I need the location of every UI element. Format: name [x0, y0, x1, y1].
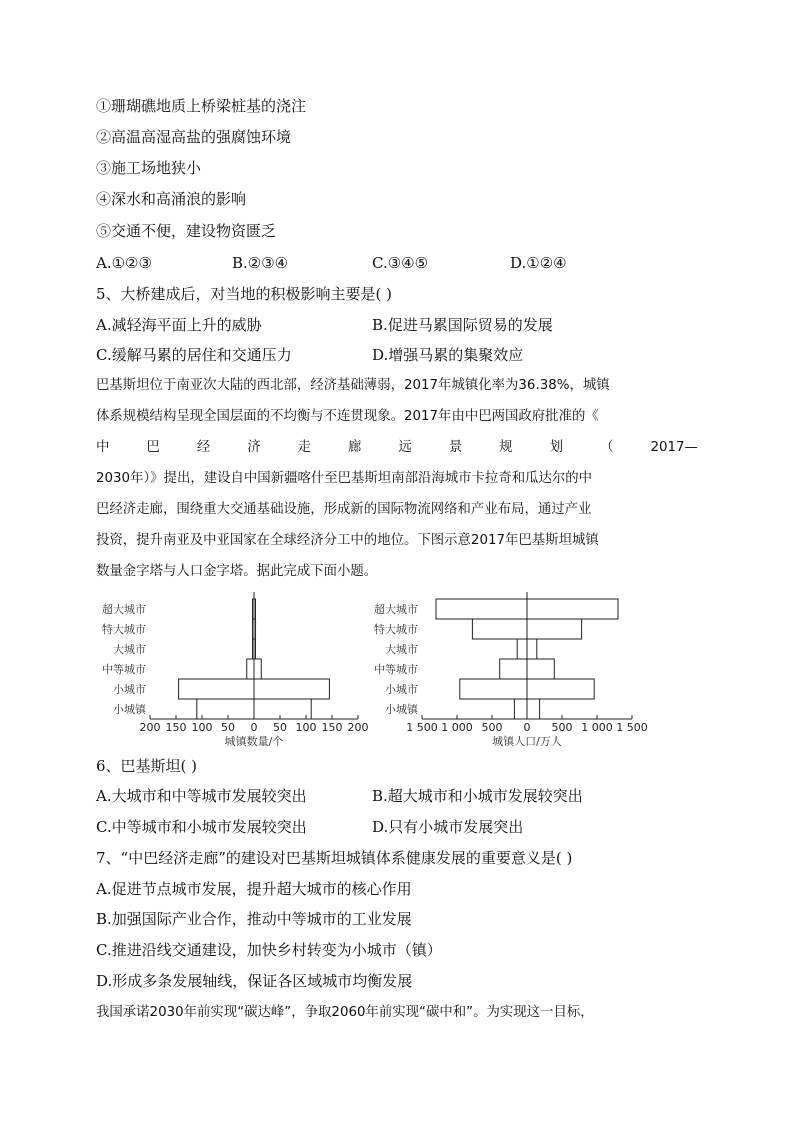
passage-char: 巴: [146, 440, 160, 455]
city-population-pyramid-svg: [362, 592, 662, 747]
city-count-pyramid-svg: [96, 592, 376, 747]
reading-passage: [96, 370, 698, 587]
x-tick-label: 0: [523, 721, 531, 734]
x-tick-label: 1 500: [406, 721, 438, 734]
passage-char: 廊: [348, 440, 362, 455]
q6-options-row2: [96, 817, 716, 837]
pyramid-bar-left: [460, 679, 527, 699]
pyramid-bar-right: [254, 659, 261, 679]
passage-line: 投资，提升南亚及中亚国家在全球经济分工中的地位。下图示意2017年巴基斯坦城镇: [96, 533, 599, 548]
passage-char: 经: [196, 440, 211, 455]
category-label: 小城镇: [385, 703, 418, 716]
q5-option-b[interactable]: B.促进马累国际贸易的发展: [372, 316, 553, 334]
passage-char: 济: [247, 440, 261, 455]
passage-line: 2030年）》提出，建设自中国新疆喀什至巴基斯坦南部沿海城市卡拉奇和瓜达尔的中: [96, 471, 593, 486]
q5-stem: 5、大桥建成后，对当地的积极影响主要是( ): [96, 285, 393, 303]
pyramid-bar-right: [527, 599, 618, 619]
q5-options-row1: [96, 315, 716, 335]
q4-item-3: ③施工场地狭小: [96, 159, 202, 177]
city-count-pyramid: [96, 592, 376, 747]
q4-item-2: ②高温高湿高盐的强腐蚀环境: [96, 128, 292, 146]
passage-char: 2017—: [650, 440, 698, 455]
x-tick-label: 150: [321, 721, 343, 734]
q5-option-a[interactable]: A.减轻海平面上升的威胁: [96, 316, 262, 334]
q6-option-c[interactable]: C.中等城市和小城市发展较突出: [96, 818, 307, 836]
q7-stem: 7、“中巴经济走廊”的建设对巴基斯坦城镇体系健康发展的重要意义是( ): [96, 849, 573, 867]
pyramid-bar-left: [500, 659, 527, 679]
passage-line-justified: [96, 432, 698, 463]
x-tick-label: 150: [165, 721, 187, 734]
category-label: 超大城市: [374, 603, 418, 616]
q4-item-1: ①珊瑚礁地质上桥梁桩基的浇注: [96, 97, 307, 115]
q4-item-5: ⑤交通不便，建设物资匮乏: [96, 222, 277, 240]
passage-line: 数量金字塔与人口金字塔。据此完成下面小题。: [96, 564, 378, 579]
pyramid-bar-right: [254, 699, 311, 719]
q4-option-d[interactable]: D.①②④: [510, 254, 567, 272]
passage-char: 走: [297, 440, 312, 455]
q4-option-a[interactable]: A.①②③: [96, 254, 152, 272]
category-label: 特大城市: [102, 623, 146, 636]
passage-char: 规: [499, 440, 513, 455]
x-tick-label: 500: [481, 721, 503, 734]
category-label: 大城市: [113, 643, 146, 656]
pyramid-bar-left: [472, 619, 527, 639]
category-label: 中等城市: [102, 663, 146, 676]
pyramid-bar-right: [254, 679, 329, 699]
x-tick-label: 200: [347, 721, 369, 734]
passage-line: 巴经济走廊，围绕重大交通基础设施，形成新的国际物流网络和产业布局，通过产业: [96, 502, 592, 517]
pyramid-bar-left: [179, 679, 254, 699]
q6-option-a[interactable]: A.大城市和中等城市发展较突出: [96, 787, 307, 805]
pyramid-bar-right: [527, 619, 582, 639]
passage-char: 中: [96, 440, 110, 455]
x-tick-label: 0: [250, 721, 258, 734]
x-tick-label: 1 000: [581, 721, 613, 734]
pyramid-bar-left: [197, 699, 254, 719]
q4-options: [96, 253, 716, 273]
q4-option-b[interactable]: B.②③④: [232, 254, 289, 272]
q6-option-d[interactable]: D.只有小城市发展突出: [372, 818, 524, 836]
x-tick-label: 500: [551, 721, 573, 734]
q7-option-d[interactable]: D.形成多条发展轴线，保证各区域城市均衡发展: [96, 972, 413, 990]
x-tick-label: 100: [191, 721, 213, 734]
reading-passage-2: [96, 997, 698, 1028]
category-label: 超大城市: [102, 603, 146, 616]
category-label: 大城市: [385, 643, 418, 656]
passage-char: 远: [398, 440, 412, 455]
x-tick-label: 200: [139, 721, 161, 734]
q6-option-b[interactable]: B.超大城市和小城市发展较突出: [372, 787, 583, 805]
x-axis-label: 城镇人口/万人: [492, 735, 562, 747]
category-label: 特大城市: [374, 623, 418, 636]
passage2-line: 我国承诺2030年前实现“碳达峰”，争取2060年前实现“碳中和”。为实现这一目标，: [96, 1005, 594, 1020]
pyramid-bar-right: [527, 659, 554, 679]
pyramid-bar-right: [527, 699, 540, 719]
q6-options-row1: [96, 786, 716, 806]
pyramid-bar-left: [514, 699, 527, 719]
category-label: 小城市: [113, 683, 146, 696]
q5-option-d[interactable]: D.增强马累的集聚效应: [372, 346, 524, 364]
category-label: 小城市: [385, 683, 418, 696]
passage-char: 景: [448, 440, 463, 455]
q7-option-b[interactable]: B.加强国际产业合作，推动中等城市的工业发展: [96, 910, 412, 928]
category-label: 小城镇: [113, 703, 146, 716]
pyramid-bar-left: [436, 599, 527, 619]
pyramid-bar-right: [527, 679, 594, 699]
city-population-pyramid: [362, 592, 662, 747]
passage-char: （: [600, 440, 614, 455]
category-label: 中等城市: [374, 663, 418, 676]
pyramid-bar-left: [247, 659, 254, 679]
q5-option-c[interactable]: C.缓解马累的居住和交通压力: [96, 346, 292, 364]
q5-options-row2: [96, 345, 716, 365]
q7-option-a[interactable]: A.促进节点城市发展，提升超大城市的核心作用: [96, 880, 412, 898]
passage-line: 巴基斯坦位于南亚次大陆的西北部，经济基础薄弱，2017年城镇化率为36.38%，城镇: [96, 378, 610, 393]
x-tick-label: 50: [221, 721, 235, 734]
pyramid-bar-right: [527, 639, 537, 659]
q4-item-4: ④深水和高涌浪的影响: [96, 190, 247, 208]
x-tick-label: 50: [273, 721, 287, 734]
pyramid-bar-left: [517, 639, 527, 659]
q4-option-c[interactable]: C.③④⑤: [372, 254, 429, 272]
passage-line: 体系规模结构呈现全国层面的不均衡与不连贯现象。2017年由中巴两国政府批准的《: [96, 409, 599, 424]
x-tick-label: 100: [295, 721, 317, 734]
x-tick-label: 1 500: [616, 721, 648, 734]
x-axis-label: 城镇数量/个: [224, 735, 284, 747]
x-tick-label: 1 000: [441, 721, 473, 734]
q7-option-c[interactable]: C.推进沿线交通建设，加快乡村转变为小城市（镇）: [96, 941, 442, 959]
passage-char: 划: [549, 440, 564, 455]
q6-stem: 6、巴基斯坦( ): [96, 757, 198, 775]
